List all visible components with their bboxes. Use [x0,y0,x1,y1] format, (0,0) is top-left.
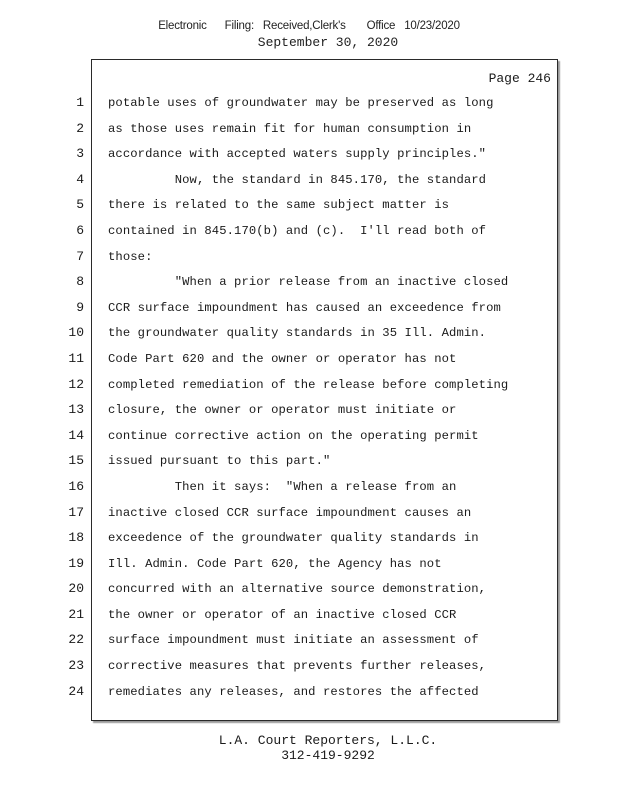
transcript-line: remediates any releases, and restores the affected [108,684,479,699]
transcript-line: Now, the standard in 845.170, the standard [108,172,487,187]
filing-stamp: Electronic Filing: Received,Clerk's Office 10/23/2020 [158,20,460,32]
line-number: 1 [76,95,84,110]
hearing-date: September 30, 2020 [257,35,399,50]
transcript-line: Ill. Admin. Code Part 620, the Agency has not [108,556,442,571]
line-number: 3 [76,146,84,162]
line-number: 14 [68,427,84,443]
line-number: 4 [76,171,84,187]
line-number: 16 [68,478,84,494]
line-number: 23 [68,658,84,674]
transcript-line: as those uses remain fit for human consumption in [108,121,472,136]
transcript-line: issued pursuant to this part." [108,454,331,469]
line-number: 7 [76,248,84,264]
transcript-line: accordance with accepted waters supply principles." [108,147,487,162]
transcript-line: continue corrective action on the operating permit [108,428,479,443]
transcript-line: those: [108,249,153,264]
line-number: 6 [76,222,84,238]
transcript-line: contained in 845.170(b) and (c). I'll read both of [108,223,487,238]
line-number: 9 [76,299,84,315]
transcript-line: Then it says: "When a release from an [108,479,457,494]
transcript-line: closure, the owner or operator must initiate or [108,403,457,418]
line-number: 20 [68,581,84,597]
line-number-divider [91,93,92,704]
footer [0,733,618,763]
transcript-body [108,93,548,707]
line-number: 5 [76,197,84,213]
line-number: 2 [76,120,84,136]
transcript-line: the owner or operator of an inactive closed CCR [108,607,457,622]
page-number: Page 246 [488,71,551,86]
line-number: 15 [68,453,84,469]
transcript-line: "When a prior release from an inactive closed [108,275,509,290]
transcript-line: completed remediation of the release before completing [108,377,509,392]
line-number: 11 [68,350,84,366]
line-number: 12 [68,376,84,392]
transcript-line: there is related to the same subject matter is [108,198,450,213]
transcript-line: inactive closed CCR surface impoundment causes an [108,505,472,520]
transcript-line: surface impoundment must initiate an assessment of [108,633,479,648]
line-number: 17 [68,504,84,520]
line-number: 22 [68,632,84,648]
line-number: 18 [68,530,84,546]
line-number: 24 [68,683,84,699]
reporter-company: L.A. Court Reporters, L.L.C. [218,733,438,748]
line-number: 21 [68,606,84,622]
transcript-line: exceedence of the groundwater quality standards in [108,531,479,546]
transcript-line: corrective measures that prevents further releases, [108,659,487,674]
line-number: 10 [68,325,84,341]
line-number-gutter [65,93,84,707]
transcript-line: Code Part 620 and the owner or operator has not [108,351,457,366]
transcript-line: CCR surface impoundment has caused an exceedence from [108,300,501,315]
line-number: 19 [68,555,84,571]
transcript-line: potable uses of groundwater may be preserved as long [108,96,494,110]
line-number: 13 [68,402,84,418]
reporter-phone: 312-419-9292 [281,748,375,763]
line-number: 8 [76,274,84,290]
transcript-line: the groundwater quality standards in 35 Ill. Admin. [108,326,487,341]
transcript-line: concurred with an alternative source demonstration, [108,582,487,597]
